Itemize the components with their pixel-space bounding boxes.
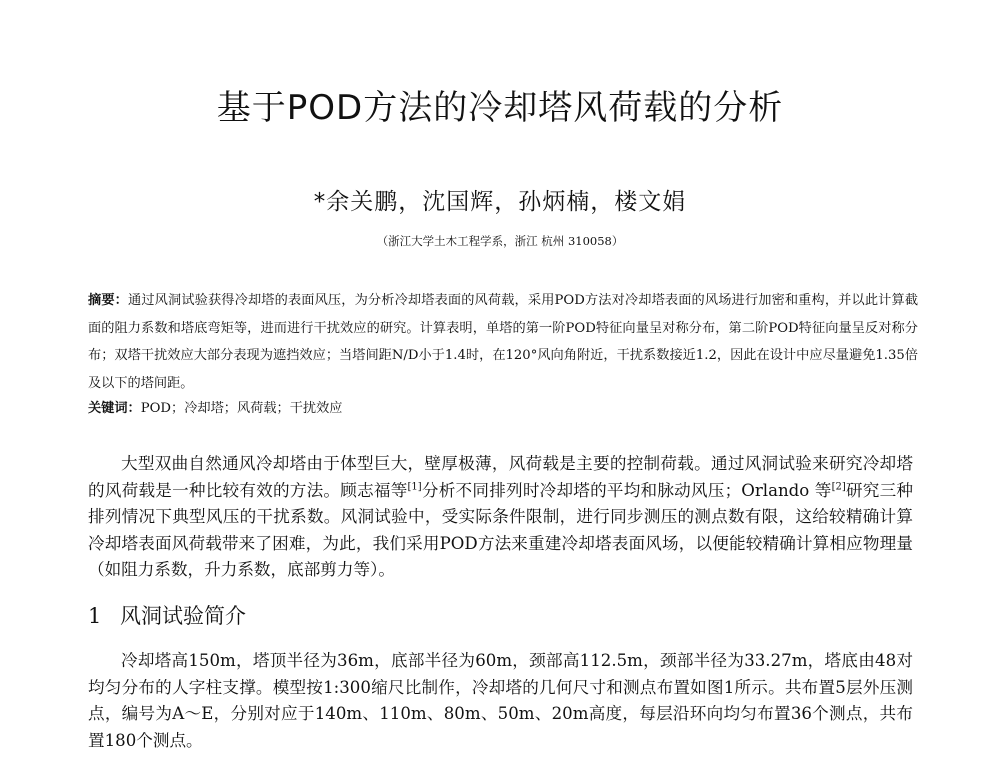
- abstract-label: 摘要：: [88, 293, 128, 308]
- abstract: [88, 287, 918, 397]
- intro-text-1: 大型双曲自然通风冷却塔由于体型巨大，壁厚极薄，风荷载是主要的控制荷载。通过风洞试验来研究冷却塔的风荷载是一种比较有效的方法。顾志福等: [88, 454, 913, 500]
- author-affiliation: （浙江大学土木工程学系，浙江 杭州 310058）: [376, 234, 624, 248]
- keywords-label: 关键词：: [88, 401, 141, 416]
- intro-text-2: 分析不同排列时冷却塔的平均和脉动风压；Orlando 等: [421, 480, 832, 500]
- section-number: 1: [88, 604, 102, 628]
- abstract-text: 通过风洞试验获得冷却塔的表面风压，为分析冷却塔表面的风荷载，采用POD方法对冷却塔表面的风场进行加密和重构，并以此计算截面的阻力系数和塔底弯矩等，进而进行干扰效应的研究。计算表明，单塔的第一阶POD特征向量呈对称分布，第二阶POD特征向量呈反对称分布；双塔干扰效应大部分表现为遮挡效应；当塔间距N/D小于1.4时，在120°风向角附近，干扰系数接近1.2，因此在设计中应尽量避免1.35倍及以下的塔间距。: [88, 293, 919, 391]
- section-title: 风洞试验简介: [120, 604, 246, 628]
- citation-1: [1]: [407, 481, 422, 493]
- paper-authors: *余关鹏，沈国辉，孙炳楠，楼文娟: [313, 189, 687, 215]
- keywords-text: POD；冷却塔；风荷载；干扰效应: [140, 401, 343, 416]
- paper-title: 基于POD方法的冷却塔风荷载的分析: [216, 88, 784, 128]
- intro-text-3: 研究三种排列情况下典型风压的干扰系数。风洞试验中，受实际条件限制，进行同步测压的测点数有限，这给较精确计算冷却塔表面风荷载带来了困难，为此，我们采用POD方法来重建冷却塔表面风场，以便能较精确计算相应物理量（如阻力系数，升力系数，底部剪力等）。: [88, 480, 914, 580]
- keywords: [88, 398, 918, 420]
- section1-paragraph: 冷却塔高150m，塔顶半径为36m，底部半径为60m，颈部高112.5m，颈部半径为33.27m，塔底由48对均匀分布的人字柱支撑。模型按1:300缩尺比制作，冷却塔的几何尺寸和测点布置如图1所示。共布置5层外压测点，编号为A～E，分别对应于140m、110m、80m、50m、20m高度，每层沿环向均匀布置36个测点，共布置180个测点。: [88, 651, 913, 750]
- citation-2: [2]: [831, 481, 846, 493]
- intro-paragraph: [88, 451, 913, 584]
- section-heading-1: [88, 600, 588, 632]
